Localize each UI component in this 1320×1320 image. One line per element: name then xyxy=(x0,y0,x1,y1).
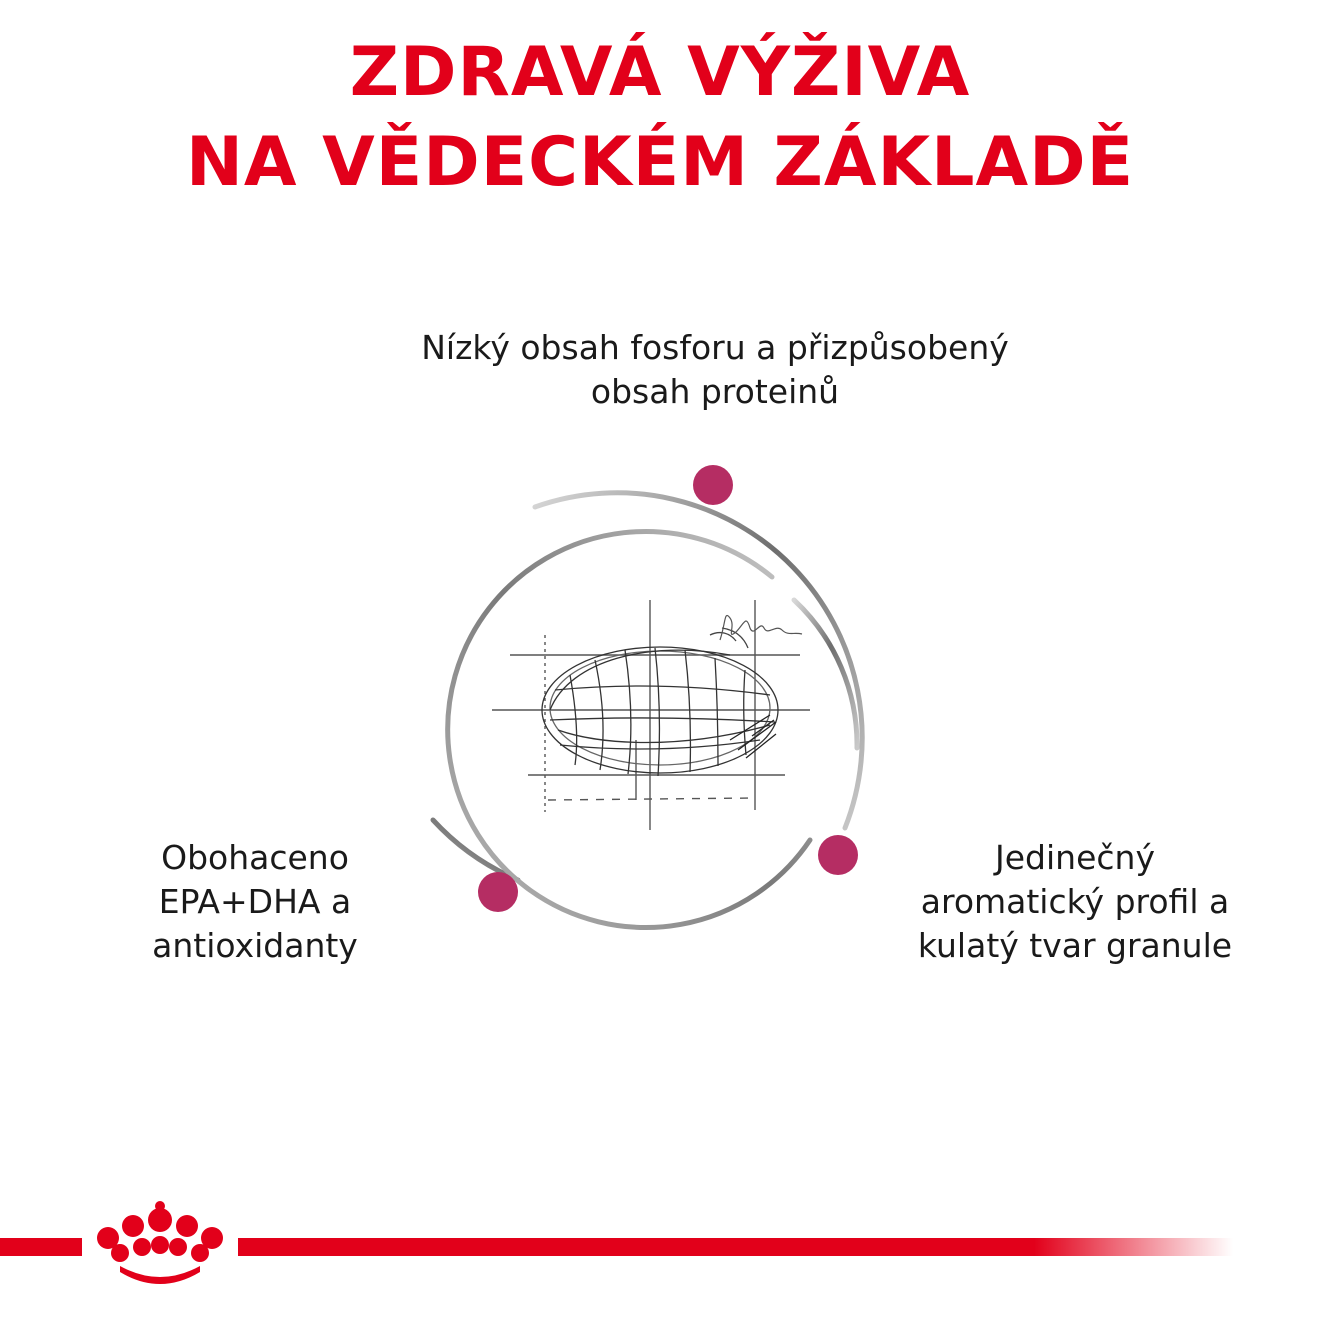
royal-canin-crown-logo xyxy=(97,1201,223,1284)
feature-top-line-1: Nízký obsah fosforu a přizpůsobený xyxy=(421,328,1009,367)
inner-ring-arc-small xyxy=(794,600,857,748)
kibble-diagram xyxy=(400,440,920,960)
kibble-sketch-icon xyxy=(542,628,778,776)
feature-epa-dha xyxy=(110,836,400,968)
feature-top-line-2: obsah proteinů xyxy=(590,372,840,411)
brand-footer xyxy=(0,1200,1320,1300)
footer-bar-right xyxy=(238,1238,1233,1256)
sketch-guides xyxy=(492,600,810,830)
feature-right-line-2: aromatický profil a xyxy=(920,882,1230,921)
accent-dot-right xyxy=(818,835,858,875)
footer-bar-left xyxy=(0,1238,82,1256)
feature-right-line-3: kulatý tvar granule xyxy=(917,926,1233,965)
accent-dot-left xyxy=(478,872,518,912)
feature-left-line-2: EPA+DHA a xyxy=(158,882,352,921)
headline-line-2: NA VĚDECKÉM ZÁKLADĚ xyxy=(185,123,1135,202)
feature-phosphorus-protein xyxy=(360,326,1070,414)
accent-dot-top xyxy=(693,465,733,505)
headline xyxy=(0,28,1320,208)
feature-left-line-3: antioxidanty xyxy=(152,926,358,965)
headline-line-1: ZDRAVÁ VÝŽIVA xyxy=(349,33,971,112)
feature-right-line-1: Jedinečný xyxy=(995,838,1155,877)
feature-aroma-shape xyxy=(890,836,1260,968)
feature-left-line-1: Obohaceno xyxy=(161,838,349,877)
